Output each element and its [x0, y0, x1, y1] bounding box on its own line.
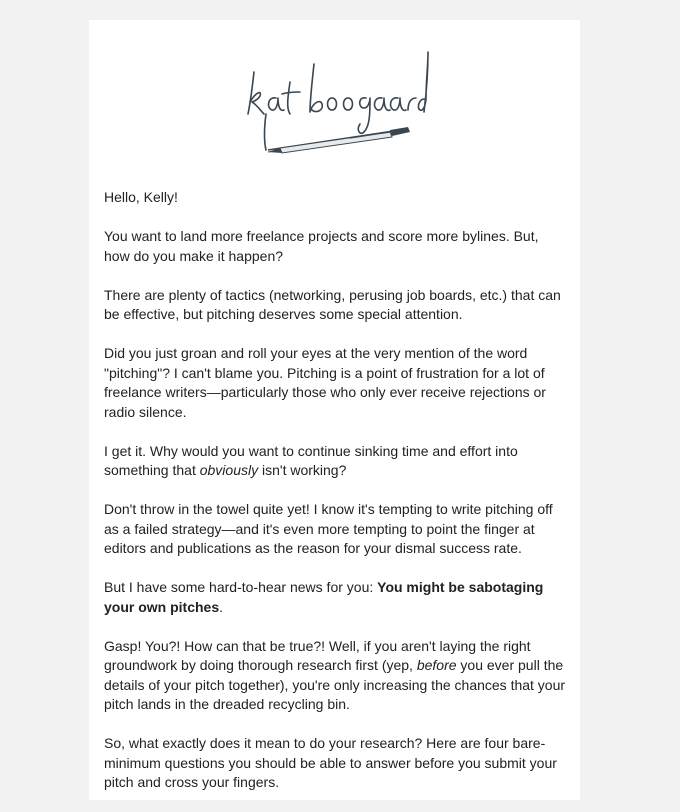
paragraph-tactics: There are plenty of tactics (networking, perusing job boards, etc.) that can be effective, but pitching deserves some special attention. [104, 286, 561, 322]
paragraph-research: So, what exactly does it mean to do your research? Here are four bare-minimum questions you should be able to answer before you submit your pitch and cross your fingers. [104, 735, 557, 790]
greeting: Hello, Kelly! [104, 189, 178, 205]
paragraph-towel: Don't throw in the towel quite yet! I know it's tempting to write pitching off as a failed strategy—and it's even more tempting to point the finger at editors and publications as the reason for your dismal success rate. [104, 501, 553, 556]
paragraph-news: But I have some hard-to-hear news for you: You might be sabotaging your own pitches. [104, 579, 544, 615]
email-body-card [89, 20, 580, 800]
email-message [104, 188, 566, 812]
bold-sabotage: You might be sabotaging your own pitches [104, 579, 544, 615]
emphasis-obviously: obviously [199, 462, 259, 478]
brand-logo [89, 42, 580, 160]
paragraph-get-it: I get it. Why would you want to continue sinking time and effort into something that obviously isn't working? [104, 442, 518, 478]
signature-pen-logo [240, 42, 430, 160]
paragraph-intro: You want to land more freelance projects and score more bylines. But, how do you make it happen? [104, 228, 539, 264]
paragraph-gasp: Gasp! You?! How can that be true?! Well, if you aren't laying the right groundwork by doing thorough research first (yep, before you ever pull the details of your pitch together), you're only increasing the chances that your pitch lands in the dreaded recycling bin. [104, 637, 566, 712]
paragraph-pitching-frustration: Did you just groan and roll your eyes at the very mention of the word "pitching"? I can't blame you. Pitching is a point of frustration for a lot of freelance writers—particularly those who only ever receive rejections or radio silence. [104, 345, 546, 420]
emphasis-before: before [416, 657, 457, 673]
